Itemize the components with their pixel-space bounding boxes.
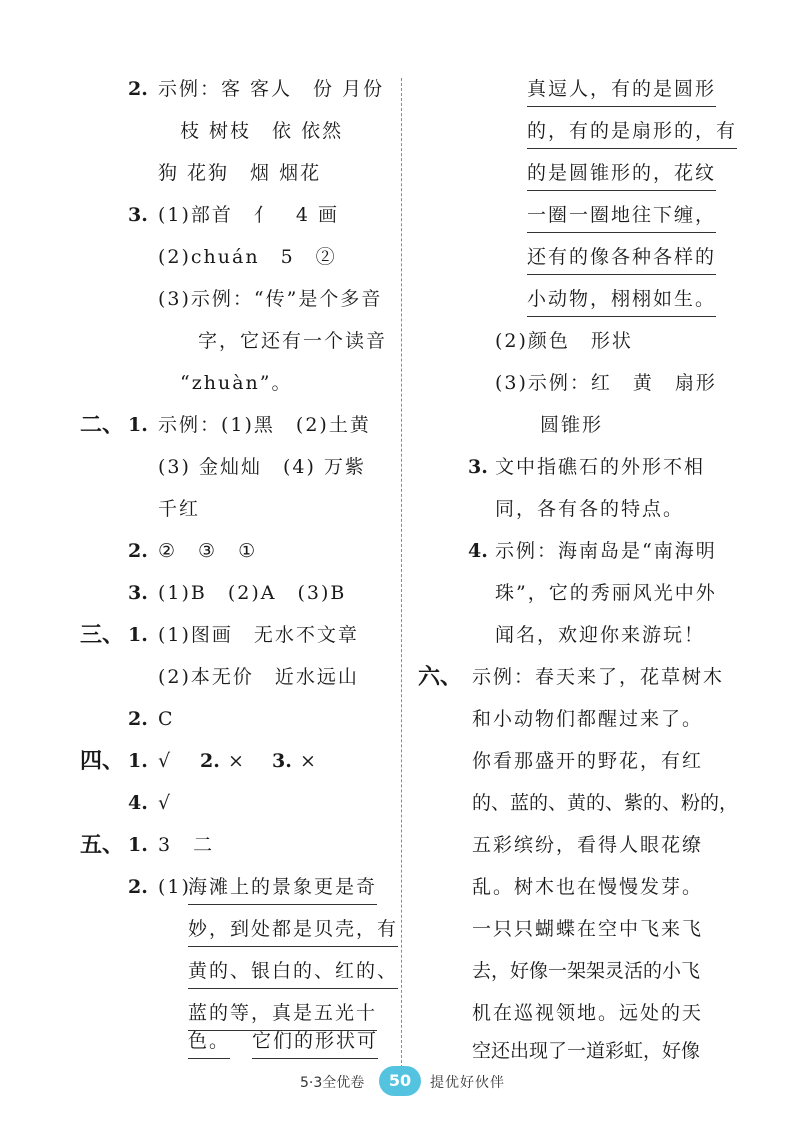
section-marker: 四、 <box>80 748 125 774</box>
item-number: 2. <box>128 78 148 100</box>
item-number: 2. <box>128 708 148 730</box>
underlined-sentence: 黄的、银白的、红的、 <box>188 959 398 989</box>
answer-line: 字，它还有一个读音 <box>198 330 388 352</box>
answer-line: 千红 <box>158 498 201 520</box>
essay-line: 去，好像一架架灵活的小飞 <box>472 960 701 982</box>
footer-series: 5·3全优卷 <box>300 1075 365 1091</box>
underlined-sentence: 还有的像各种各样的 <box>527 245 716 275</box>
answer-line: (3)示例：红 黄 扇形 <box>495 372 717 394</box>
answer-line: 闻名，欢迎你来游玩！ <box>495 624 706 646</box>
item-number: 3. <box>468 456 488 478</box>
item-number: 1. <box>128 414 148 436</box>
essay-line: 乱。树木也在慢慢发芽。 <box>472 876 704 898</box>
essay-line: 的、蓝的、黄的、紫的、粉的， <box>472 792 739 814</box>
page-number: 50 <box>379 1066 421 1096</box>
underlined-sentence: 海滩上的景象更是奇 <box>188 875 377 905</box>
answer-line: 狗 花狗 烟 烟花 <box>158 162 322 184</box>
underlined-sentence: 色。 <box>188 1029 230 1059</box>
page-footer <box>0 1066 800 1096</box>
answer-line: 示例：海南岛是“南海明 <box>495 540 717 562</box>
answer-line: ② ③ ① <box>158 540 258 562</box>
underlined-sentence: 一圈一圈地往下缠， <box>527 203 716 233</box>
answer-line: (1)图画 无水不文章 <box>158 624 359 646</box>
answer-line: (3)示例：“传”是个多音 <box>158 288 383 310</box>
answer-line: 示例：客 客人 份 月份 <box>158 78 385 100</box>
answer-line: (2)颜色 形状 <box>495 330 633 352</box>
item-number: 4. <box>468 540 488 562</box>
essay-line: 空还出现了一道彩虹，好像 <box>472 1040 701 1062</box>
section-marker: 六、 <box>418 664 463 690</box>
item-number: 2. <box>200 750 220 772</box>
answer-line: 圆锥形 <box>540 414 604 436</box>
underlined-sentence: 蓝的等，真是五光十 <box>188 1001 377 1031</box>
answer-line: × <box>300 750 318 772</box>
item-number: 4. <box>128 792 148 814</box>
item-number: 3. <box>128 582 148 604</box>
section-marker: 二、 <box>80 412 125 438</box>
essay-line: 五彩缤纷，看得人眼花缭 <box>472 834 704 856</box>
answer-line: (1)B (2)A (3)B <box>158 582 347 604</box>
underlined-sentence: 它们的形状可 <box>252 1029 378 1059</box>
underlined-sentence: 小动物，栩栩如生。 <box>527 287 716 317</box>
answer-line: 示例：(1)黑 (2)土黄 <box>158 414 371 436</box>
item-number: 1. <box>128 750 148 772</box>
footer-slogan: 提优好伙伴 <box>430 1075 505 1091</box>
underlined-sentence: 妙，到处都是贝壳，有 <box>188 917 398 947</box>
item-number: 3. <box>128 204 148 226</box>
answer-line: 枝 树枝 依 依然 <box>180 120 344 142</box>
essay-line: 和小动物们都醒过来了。 <box>472 708 704 730</box>
item-number: 1. <box>128 834 148 856</box>
answer-line: C <box>158 708 175 730</box>
essay-line: 示例：春天来了，花草树木 <box>472 666 725 688</box>
essay-line: 你看那盛开的野花，有红 <box>472 750 704 772</box>
underlined-sentence: 的，有的是扇形的，有 <box>527 119 737 149</box>
answer-line: (1) <box>158 876 191 898</box>
answer-line: (2)本无价 近水远山 <box>158 666 359 688</box>
section-marker: 三、 <box>80 622 125 648</box>
column-divider <box>401 78 402 1068</box>
answer-line: × <box>228 750 246 772</box>
answer-line: 文中指礁石的外形不相 <box>495 456 706 478</box>
answer-line: √ <box>158 792 173 814</box>
item-number: 2. <box>128 540 148 562</box>
item-number: 1. <box>128 624 148 646</box>
essay-line: 一只只蝴蝶在空中飞来飞 <box>472 918 704 940</box>
item-number: 3. <box>272 750 292 772</box>
answer-line: 同，各有各的特点。 <box>495 498 685 520</box>
underlined-sentence: 的是圆锥形的，花纹 <box>527 161 716 191</box>
answer-line: (2)chuán 5 ② <box>158 246 337 268</box>
item-number: 2. <box>128 876 148 898</box>
answer-line: “zhuàn”。 <box>180 372 293 394</box>
answer-line: (3) 金灿灿 (4) 万紫 <box>158 456 366 478</box>
underlined-sentence: 真逗人，有的是圆形 <box>527 77 716 107</box>
answer-line: (1)部首 亻 4 画 <box>158 204 340 226</box>
essay-line: 机在巡视领地。远处的天 <box>472 1002 704 1024</box>
answer-line: √ <box>158 750 173 772</box>
answer-line: 3 二 <box>158 834 215 856</box>
section-marker: 五、 <box>80 832 125 858</box>
answer-line: 珠”，它的秀丽风光中外 <box>495 582 717 604</box>
